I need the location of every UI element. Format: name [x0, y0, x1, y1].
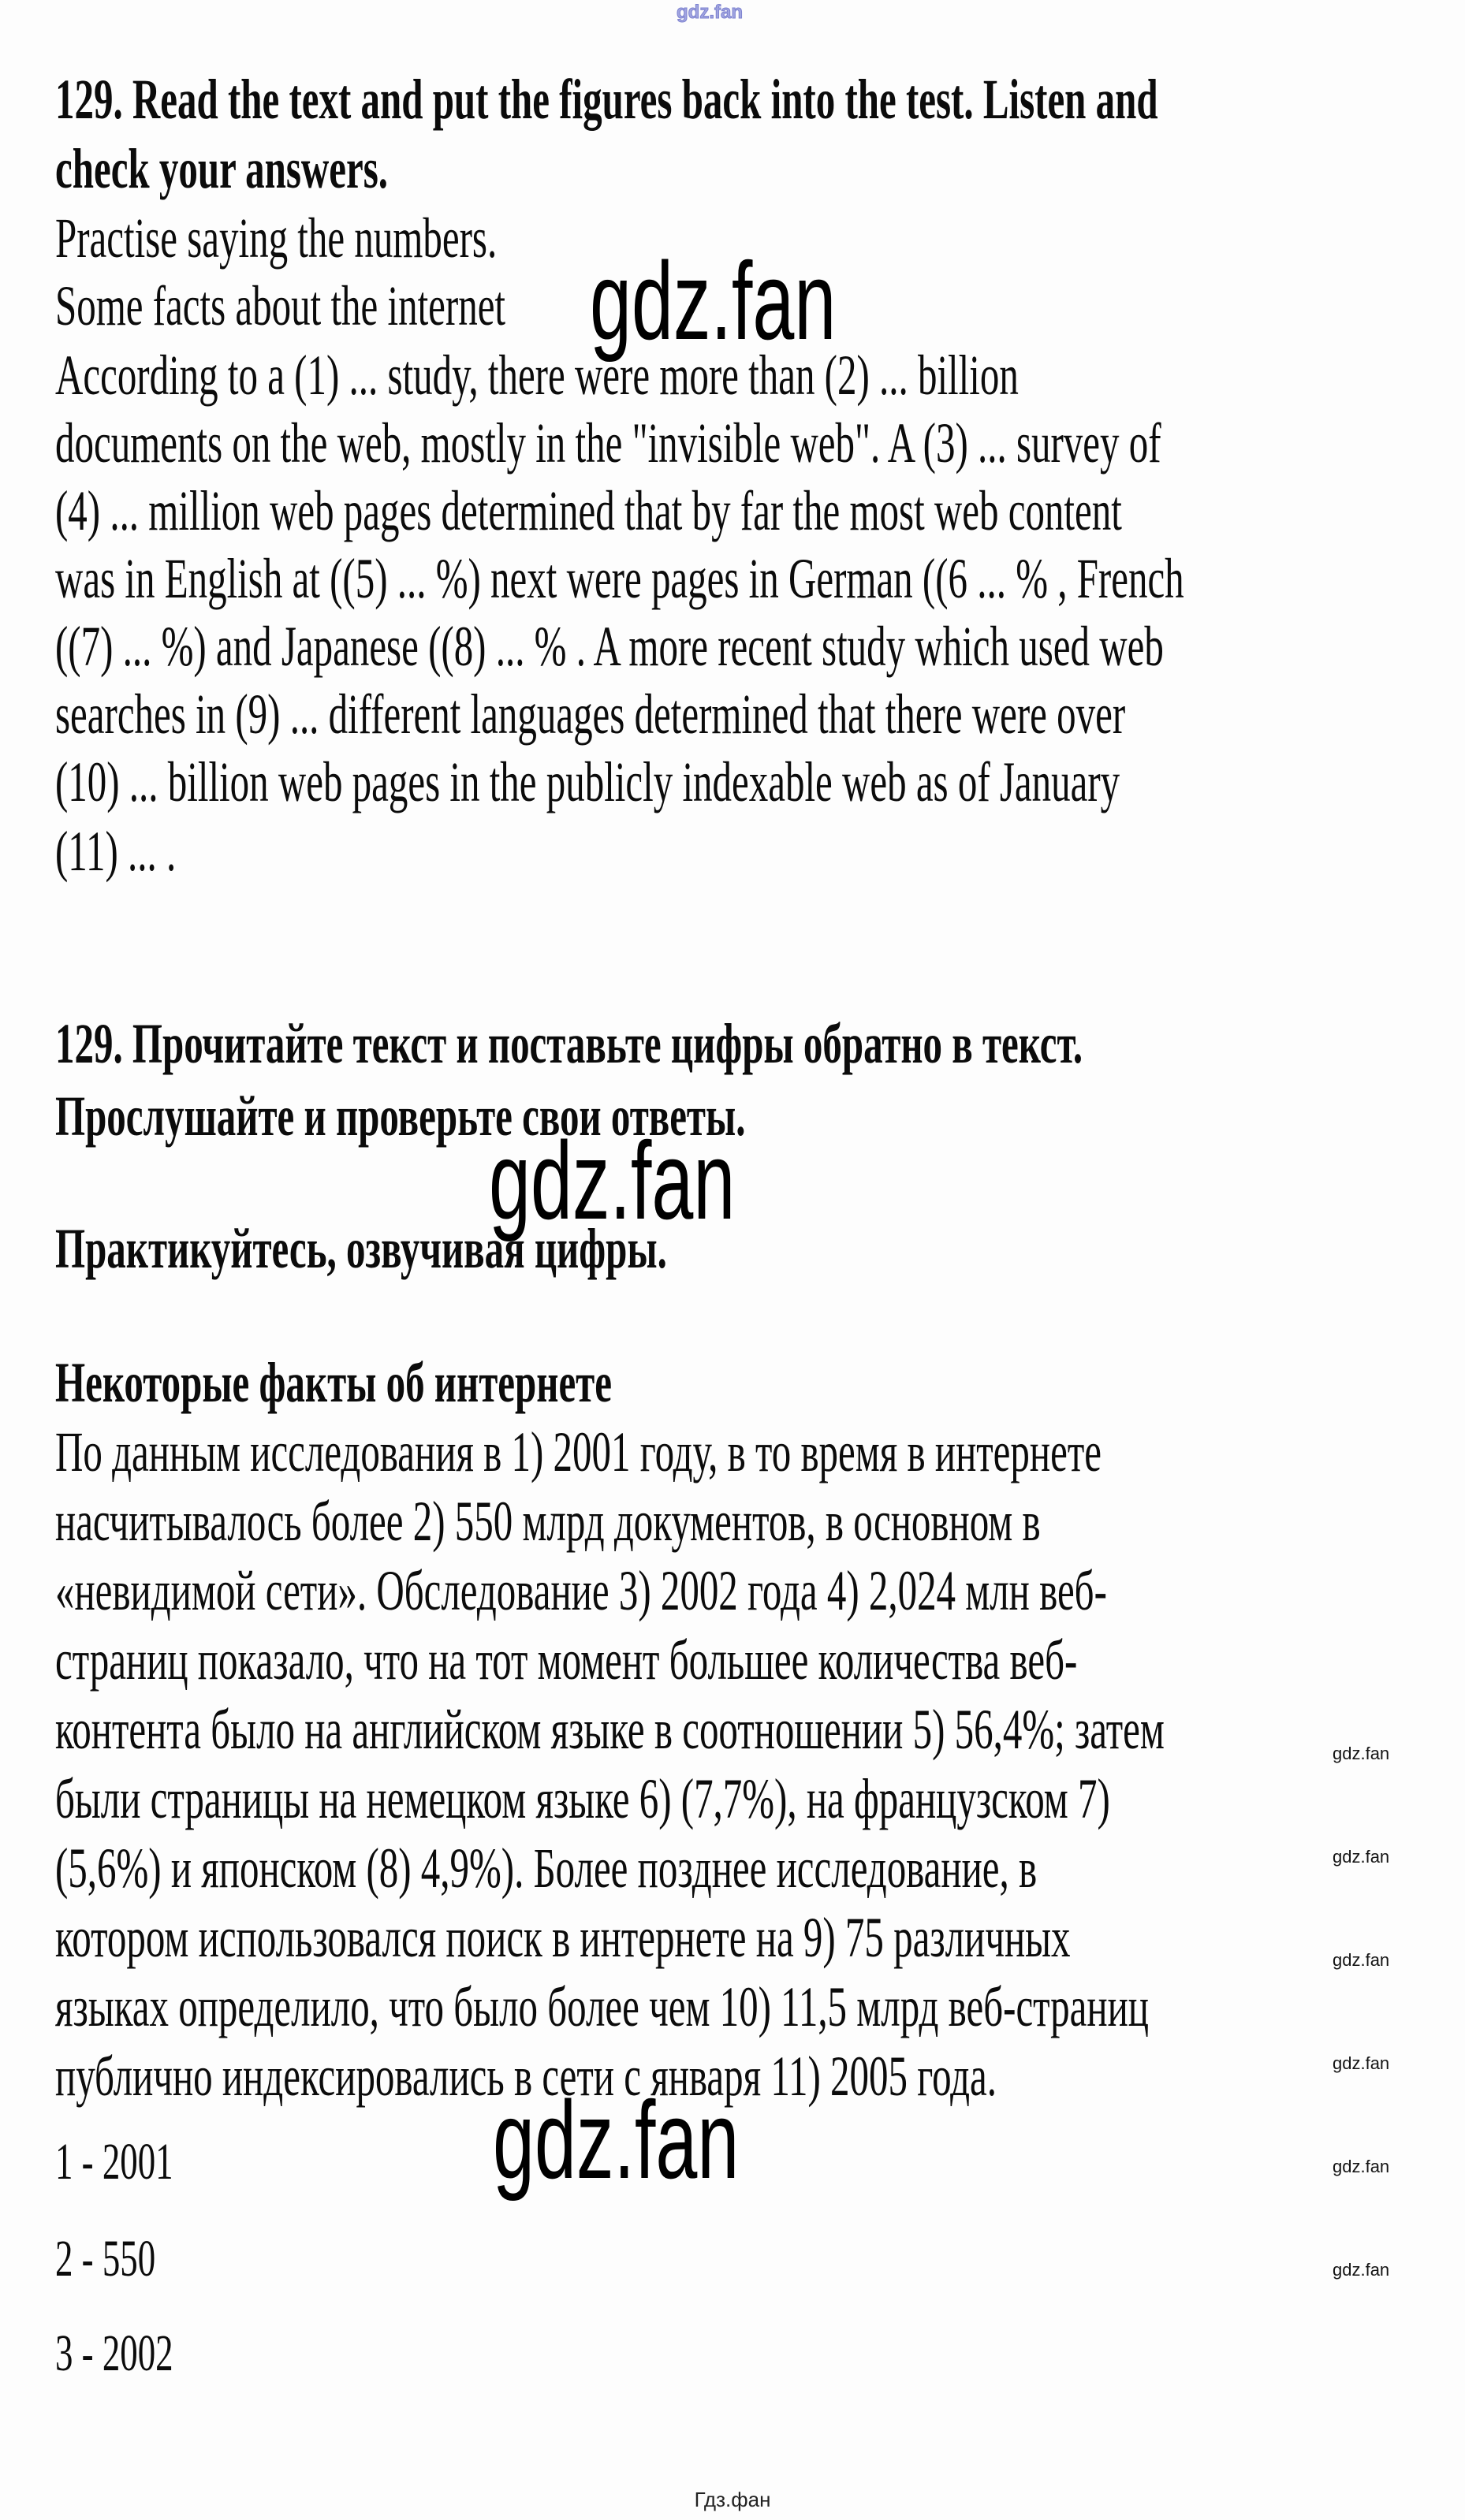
site-watermark-side-3: gdz.fan — [1333, 1950, 1390, 1970]
exercise-title-en-line2: check your answers. — [55, 137, 389, 200]
en-body-line-1: According to a (1) ... study, there were more than (2) ... billion — [55, 344, 1019, 407]
site-watermark-large-2: gdz.fan — [489, 1119, 736, 1242]
practise-line-ru: Практикуйтесь, озвучивая цифры. — [55, 1217, 667, 1280]
site-watermark-large-3: gdz.fan — [493, 2078, 740, 2202]
practise-line-en: Practise saying the numbers. — [55, 207, 498, 270]
site-watermark-side-1: gdz.fan — [1333, 1744, 1390, 1763]
site-watermark-side-4: gdz.fan — [1333, 2053, 1390, 2073]
ru-body-line-3: «невидимой сети». Обследование 3) 2002 года 4) 2,024 млн веб- — [55, 1559, 1107, 1622]
story-title-ru: Некоторые факты об интернете — [55, 1351, 612, 1414]
ru-body-line-7: (5,6%) и японском (8) 4,9%). Более позднее исследование, в — [55, 1837, 1038, 1900]
site-watermark-side-5: gdz.fan — [1333, 2157, 1390, 2176]
en-body-line-8: (11) ... . — [55, 820, 177, 883]
ru-body-line-4: страниц показало, что на тот момент большее количества веб- — [55, 1629, 1078, 1692]
exercise-title-en-line1: 129. Read the text and put the figures back into the test. Listen and — [55, 68, 1158, 131]
ru-body-line-10: публично индексировались в сети с января 11) 2005 года. — [55, 2045, 997, 2108]
ru-body-line-8: котором использовался поиск в интернете на 9) 75 различных — [55, 1906, 1071, 1969]
en-body-line-3: (4) ... million web pages determined that by far the most web content — [55, 479, 1122, 542]
ru-body-line-6: были страницы на немецком языке 6) (7,7%), на французском 7) — [55, 1767, 1110, 1830]
en-body-line-4: was in English at ((5) ... %) next were pages in German ((6 ... % , French — [55, 547, 1184, 610]
site-watermark-large-1: gdz.fan — [590, 239, 837, 363]
exercise-title-ru-line1: 129. Прочитайте текст и поставьте цифры обратно в текст. — [55, 1012, 1083, 1075]
story-title-en: Some facts about the internet — [55, 274, 506, 337]
answer-line-2: 2 - 550 — [55, 2230, 156, 2287]
ru-body-line-1: По данным исследования в 1) 2001 году, в то время в интернете — [55, 1420, 1102, 1483]
en-body-line-6: searches in (9) ... different languages determined that there were over — [55, 683, 1126, 746]
en-body-line-2: documents on the web, mostly in the "invisible web". A (3) ... survey of — [55, 411, 1161, 475]
site-watermark-top: gdz.fan — [677, 2, 743, 23]
answer-line-3: 3 - 2002 — [55, 2325, 173, 2382]
answer-line-1: 1 - 2001 — [55, 2133, 173, 2191]
page-footer: Гдз.фан — [694, 2488, 771, 2511]
site-watermark-side-2: gdz.fan — [1333, 1847, 1390, 1867]
ru-body-line-9: языках определило, что было более чем 10) 11,5 млрд веб-страниц — [55, 1975, 1149, 2038]
site-watermark-side-6: gdz.fan — [1333, 2260, 1390, 2280]
ru-body-line-2: насчитывалось более 2) 550 млрд документов, в основном в — [55, 1490, 1041, 1553]
ru-body-line-5: контента было на английском языке в соотношении 5) 56,4%; затем — [55, 1698, 1165, 1761]
en-body-line-7: (10) ... billion web pages in the publicly indexable web as of January — [55, 750, 1120, 813]
exercise-title-ru-line2: Прослушайте и проверьте свои ответы. — [55, 1085, 746, 1148]
en-body-line-5: ((7) ... %) and Japanese ((8) ... % . A more recent study which used web — [55, 615, 1164, 678]
